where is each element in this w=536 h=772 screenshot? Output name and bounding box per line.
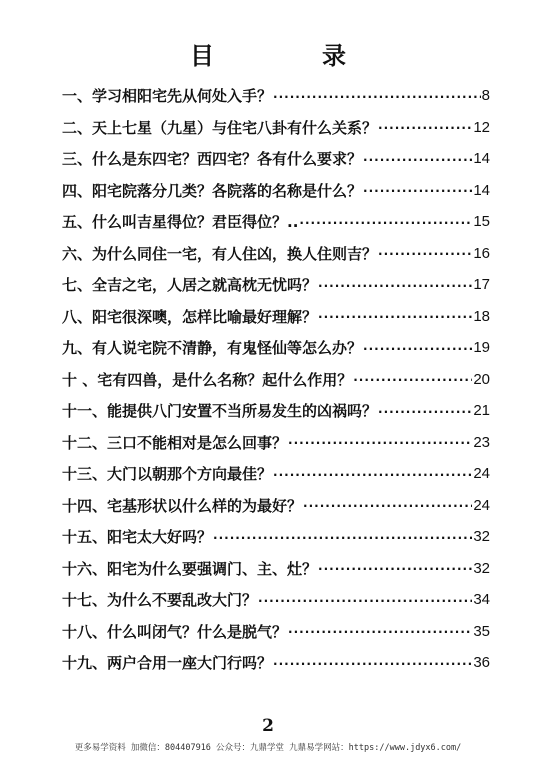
- toc-entry: [62, 364, 490, 396]
- toc-entry-title: 七、全吉之宅，人居之就高枕无忧吗？: [62, 276, 318, 295]
- toc-entry: [62, 143, 490, 175]
- toc-entry-title: 八、阳宅很深噢，怎样比喻最好理解？: [62, 307, 318, 326]
- toc-entry: [62, 458, 490, 490]
- toc-leader-dots: [273, 91, 481, 103]
- toc-leader-dots: [318, 280, 472, 292]
- toc-entry-page: 34: [473, 591, 490, 609]
- toc-leader-dots: [318, 563, 472, 575]
- toc-entry: [62, 332, 490, 364]
- toc-entry-page: 21: [473, 402, 490, 420]
- toc-leader-dots: [378, 122, 472, 134]
- toc-entry: [62, 238, 490, 270]
- toc-entry-title: 十 、宅有四兽，是什么名称？起什么作用？: [62, 370, 353, 389]
- toc-entry-page: 15: [473, 213, 490, 231]
- toc-entry-title: 一、学习相阳宅先从何处入手？: [62, 87, 273, 106]
- toc-entry-title: 二、天上七星（九星）与住宅八卦有什么关系？: [62, 118, 378, 137]
- page-title: 目 录: [190, 42, 388, 70]
- toc-entry-page: 17: [473, 276, 490, 294]
- toc-entry: [62, 269, 490, 301]
- toc-leader-dots: [213, 532, 472, 544]
- toc-leader-dots: [303, 500, 472, 512]
- table-of-contents: [62, 80, 490, 679]
- toc-entry-title: 五、什么叫吉星得位？君臣得位？..: [62, 213, 299, 232]
- toc-entry: [62, 521, 490, 553]
- toc-entry-page: 12: [473, 118, 490, 136]
- toc-entry: [62, 175, 490, 207]
- toc-leader-dots: [363, 343, 472, 355]
- toc-entry: [62, 490, 490, 522]
- page-number: 2: [262, 716, 274, 736]
- toc-entry-page: 32: [473, 528, 490, 546]
- toc-entry-page: 24: [473, 496, 490, 514]
- toc-entry-page: 14: [473, 181, 490, 199]
- toc-leader-dots: [378, 406, 472, 418]
- toc-entry-title: 十四、宅基形状以什么样的为最好？: [62, 496, 303, 515]
- toc-entry-title: 四、阳宅院落分几类？各院落的名称是什么？: [62, 181, 363, 200]
- toc-leader-dots: [378, 248, 472, 260]
- toc-entry-title: 十三、大门以朝那个方向最佳？: [62, 465, 273, 484]
- toc-entry-page: 36: [473, 654, 490, 672]
- toc-entry: [62, 584, 490, 616]
- toc-entry: [62, 395, 490, 427]
- toc-entry-page: 24: [473, 465, 490, 483]
- toc-entry: [62, 206, 490, 238]
- toc-entry-title: 十五、阳宅太大好吗？: [62, 528, 213, 547]
- toc-entry-page: 14: [473, 150, 490, 168]
- toc-entry-title: 十二、三口不能相对是怎么回事？: [62, 433, 288, 452]
- toc-entry-title: 六、为什么同住一宅，有人住凶，换人住则吉？: [62, 244, 378, 263]
- toc-entry-page: 20: [473, 370, 490, 388]
- toc-leader-dots: [299, 217, 472, 229]
- toc-entry-title: 十一、能提供八门安置不当所易发生的凶祸吗？: [62, 402, 378, 421]
- toc-leader-dots: [258, 595, 472, 607]
- toc-entry: [62, 80, 490, 112]
- toc-entry-page: 16: [473, 244, 490, 262]
- toc-entry-title: 三、什么是东四宅？西四宅？各有什么要求？: [62, 150, 363, 169]
- toc-entry-page: 32: [473, 559, 490, 577]
- toc-entry: [62, 647, 490, 679]
- toc-leader-dots: [288, 626, 472, 638]
- toc-entry-title: 九、有人说宅院不清静，有鬼怪仙等怎么办？: [62, 339, 363, 358]
- toc-leader-dots: [273, 469, 472, 481]
- footer-note: 更多易学资料 加微信：804407916 公众号：九鼎学堂 九鼎易学网站：https://www.jdyx6.com/: [74, 743, 462, 753]
- toc-entry-title: 十九、两户合用一座大门行吗？: [62, 654, 273, 673]
- toc-entry-page: 19: [473, 339, 490, 357]
- toc-leader-dots: [353, 374, 472, 386]
- toc-entry-page: 35: [473, 622, 490, 640]
- toc-entry: [62, 616, 490, 648]
- toc-entry: [62, 553, 490, 585]
- toc-leader-dots: [318, 311, 472, 323]
- toc-entry-title: 十七、为什么不要乱改大门？: [62, 591, 258, 610]
- toc-leader-dots: [273, 658, 472, 670]
- toc-entry-page: 18: [473, 307, 490, 325]
- toc-entry: [62, 301, 490, 333]
- toc-leader-dots: [363, 185, 472, 197]
- toc-entry: [62, 112, 490, 144]
- toc-entry-page: 8: [481, 87, 490, 105]
- toc-entry-title: 十八、什么叫闭气？什么是脱气？: [62, 622, 288, 641]
- toc-entry-page: 23: [473, 433, 490, 451]
- toc-leader-dots: [363, 154, 472, 166]
- toc-leader-dots: [288, 437, 472, 449]
- toc-entry: [62, 427, 490, 459]
- toc-entry-title: 十六、阳宅为什么要强调门、主、灶？: [62, 559, 318, 578]
